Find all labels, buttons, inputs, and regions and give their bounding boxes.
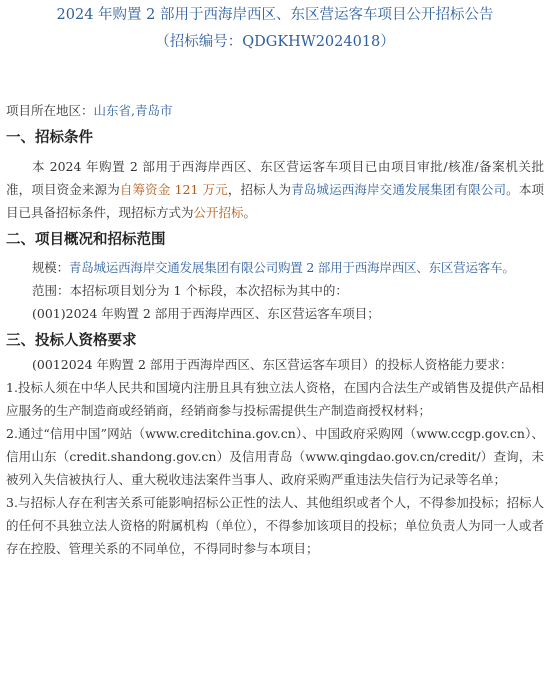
tenderer-name: 青岛城运西海岸交通发展集团有限公司 [291,182,507,197]
funding-source: 自筹资金 121 万元 [119,182,228,197]
region-value: 山东省,青岛市 [93,103,173,118]
project-scale [6,256,544,279]
project-overview-body [6,256,544,325]
project-region [6,102,544,120]
qualification-item-2: 2.通过“信用中国”网站（www.creditchina.gov.cn）、中国政府采购网（www.ccgp.gov.cn）、信用山东（credit.shandong.gov.cn）及信用青岛（www.qingdao.gov.cn/credit/）查询，未被列入失信被执行人、重大税收违法案件当事人、政府采购严重违法失信行为记录等名单； [6,426,544,487]
conditions-text-2: ，招标人为 [227,182,292,197]
title-block [6,0,544,52]
project-scope: 范围：本招标项目划分为 1 个标段，本次招标为其中的： [32,283,348,298]
section-heading-bidder-qualifications: 三、投标人资格要求 [6,333,137,349]
page-title: 2024 年购置 2 部用于西海岸西区、东区营运客车项目公开招标公告 [56,7,494,23]
region-label: 项目所在地区： [6,103,94,118]
tender-conditions-paragraph [6,155,544,224]
qualification-item-1: 1.投标人须在中华人民共和国境内注册且具有独立法人资格，在国内合法生产或销售及提供产品相应服务的生产制造商或经销商，经销商参与投标需提供生产制造商授权材料； [6,380,544,418]
tender-method: 公开招标 [193,205,244,220]
conditions-text-3: 。本项目已具备招标条件，现招标方式为 [6,182,544,220]
bidder-qualifications-body [6,353,544,560]
lot-item: (001)2024 年购置 2 部用于西海岸西区、东区营运客车项目； [32,306,380,321]
scale-label: 规模： [32,260,69,275]
conditions-text-4: 。 [243,205,257,220]
section-heading-tender-conditions: 一、招标条件 [6,130,93,146]
scale-value: 青岛城运西海岸交通发展集团有限公司购置 2 部用于西海岸西区、东区营运客车。 [68,260,515,275]
qualification-intro: (0012024 年购置 2 部用于西海岸西区、东区营运客车项目）的投标人资格能力要求： [32,357,513,372]
section-heading-project-overview: 二、项目概况和招标范围 [6,232,166,248]
tender-number: （招标编号：QDGKHW2024018） [155,34,395,50]
qualification-item-3: 3.与招标人存在利害关系可能影响招标公正性的法人、其他组织或者个人，不得参加投标；招标人的任何不具独立法人资格的附属机构（单位），不得参加该项目的投标；单位负责人为同一人或者存在控股、管理关系的不同单位，不得同时参与本项目； [6,495,544,556]
conditions-text-1: 本 2024 年购置 2 部用于西海岸西区、东区营运客车项目已由项目审批/核准/备案机关批准，项目资金来源为 [6,159,544,197]
